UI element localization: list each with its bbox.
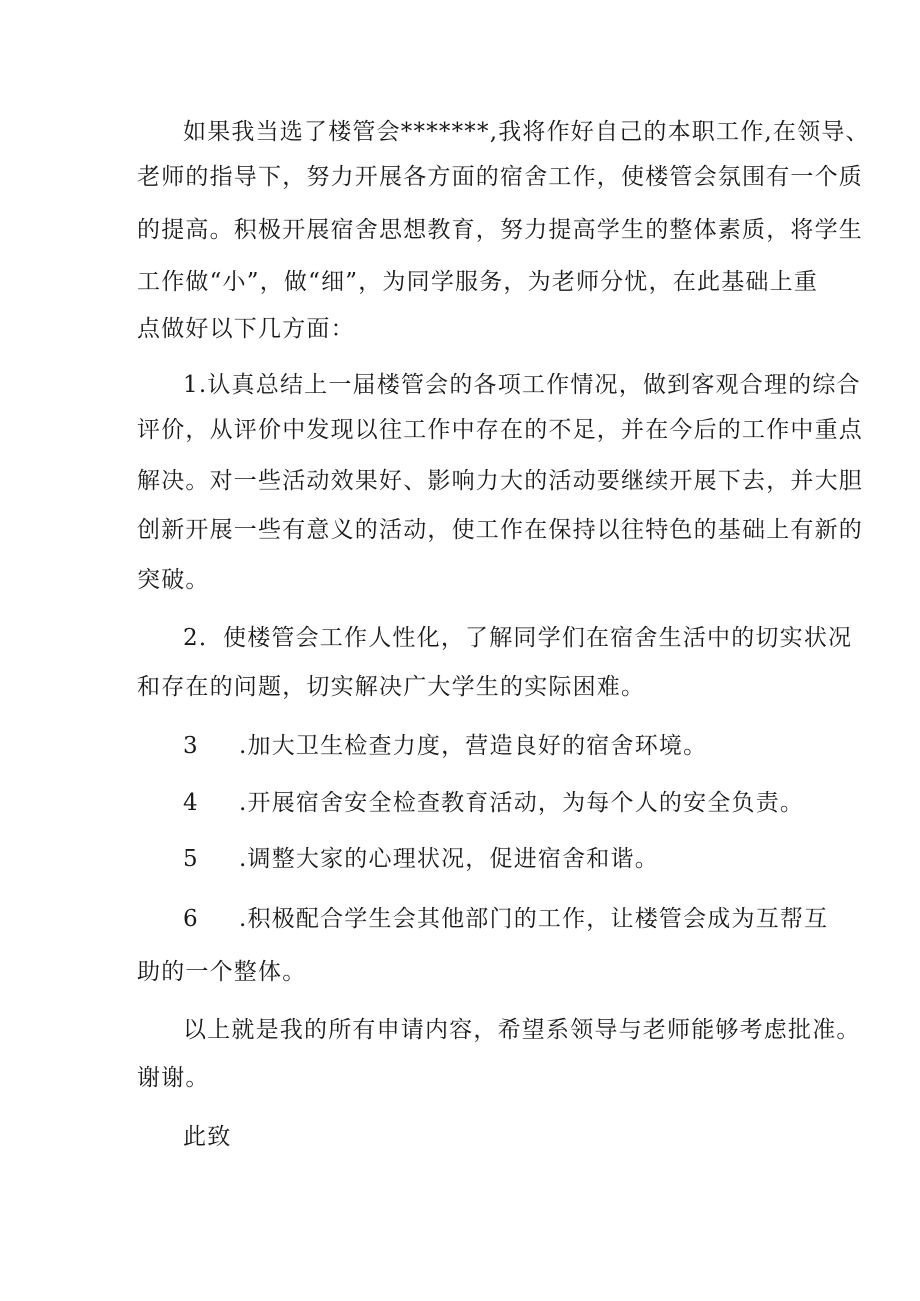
item-2-line-1: 2．使楼管会工作人性化，了解同学们在宿舍生活中的切实状况	[183, 625, 853, 651]
item-6-number: 6	[183, 906, 199, 932]
item-5-number: 5	[183, 846, 199, 872]
item-4-text: .开展宿舍安全检查教育活动，为每个人的安全负责。	[239, 790, 805, 816]
paragraph-1-line-3: 的提高。积极开展宿舍思想教育，努力提高学生的整体素质，将学生	[137, 217, 863, 243]
item-3	[183, 731, 707, 761]
item-6	[183, 904, 828, 934]
closing-line-2: 谢谢。	[137, 1065, 210, 1091]
item-6-text: .积极配合学生会其他部门的工作，让楼管会成为互帮互	[239, 906, 829, 932]
paragraph-1-line-1: 如果我当选了楼管会*******,我将作好自己的本职工作,在领导、	[183, 119, 870, 145]
paragraph-1-line-2: 老师的指导下，努力开展各方面的宿舍工作，使楼管会氛围有一个质	[137, 164, 863, 190]
item-6-continuation: 助的一个整体。	[137, 959, 307, 985]
item-1-line-1: 1.认真总结上一届楼管会的各项工作情况，做到客观合理的综合	[183, 372, 861, 398]
salutation: 此致	[183, 1124, 232, 1150]
item-3-number: 3	[183, 733, 199, 759]
item-4-number: 4	[183, 790, 199, 816]
paragraph-1-line-4: 工作做“小”，做“细”，为同学服务，为老师分忧，在此基础上重	[137, 269, 819, 295]
item-2-line-2: 和存在的问题，切实解决广大学生的实际困难。	[137, 674, 646, 700]
item-1-line-3: 解决。对一些活动效果好、影响力大的活动要继续开展下去，并大胆	[137, 468, 863, 494]
item-3-text: .加大卫生检查力度，营造良好的宿舍环境。	[239, 733, 708, 759]
item-5	[183, 844, 659, 874]
item-5-text: .调整大家的心理状况，促进宿舍和谐。	[239, 846, 659, 872]
item-1-line-5: 突破。	[137, 567, 210, 593]
item-1-line-2: 评价，从评价中发现以往工作中存在的不足，并在今后的工作中重点	[137, 417, 863, 443]
item-1-line-4: 创新开展一些有意义的活动，使工作在保持以往特色的基础上有新的	[137, 517, 863, 543]
paragraph-1-line-5: 点做好以下几方面：	[137, 316, 355, 342]
item-4	[183, 788, 804, 818]
closing-line-1: 以上就是我的所有申请内容，希望系领导与老师能够考虑批准。	[183, 1017, 861, 1043]
